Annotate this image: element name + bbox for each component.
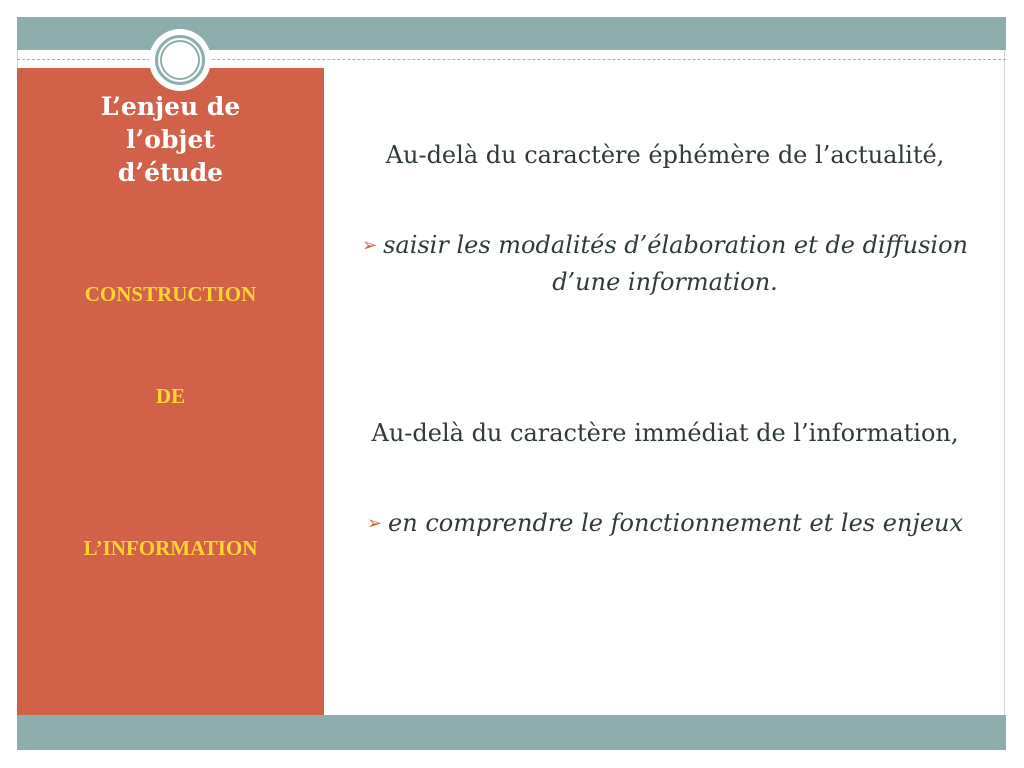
sidebar-title-line3: d’étude: [117, 158, 224, 187]
arrow-right-icon: ➢: [366, 513, 383, 534]
paragraph-1: Au-delà du caractère éphémère de l’actualité,: [385, 141, 945, 169]
bullet-item-2: [355, 505, 975, 542]
sidebar-word-construction: CONSTRUCTION: [84, 282, 257, 306]
sidebar-title-line2: l’objet: [126, 125, 215, 154]
bullet-item-1: [355, 227, 975, 300]
arrow-right-icon: ➢: [361, 235, 378, 256]
bottom-band: [17, 715, 1006, 750]
paragraph-2: Au-delà du caractère immédiat de l’information,: [371, 419, 959, 447]
sidebar-title: [17, 90, 324, 189]
circle-inner-ring: [160, 40, 200, 80]
bullet-text-2: en comprendre le fonctionnement et les enjeux: [388, 509, 964, 537]
sidebar-word-information: L’INFORMATION: [83, 536, 258, 560]
sidebar-title-line1: L’enjeu de: [100, 92, 241, 121]
bullet-text-1: saisir les modalités d’élaboration et de diffusion d’une information.: [383, 231, 969, 296]
sidebar-word-de: DE: [155, 384, 186, 408]
